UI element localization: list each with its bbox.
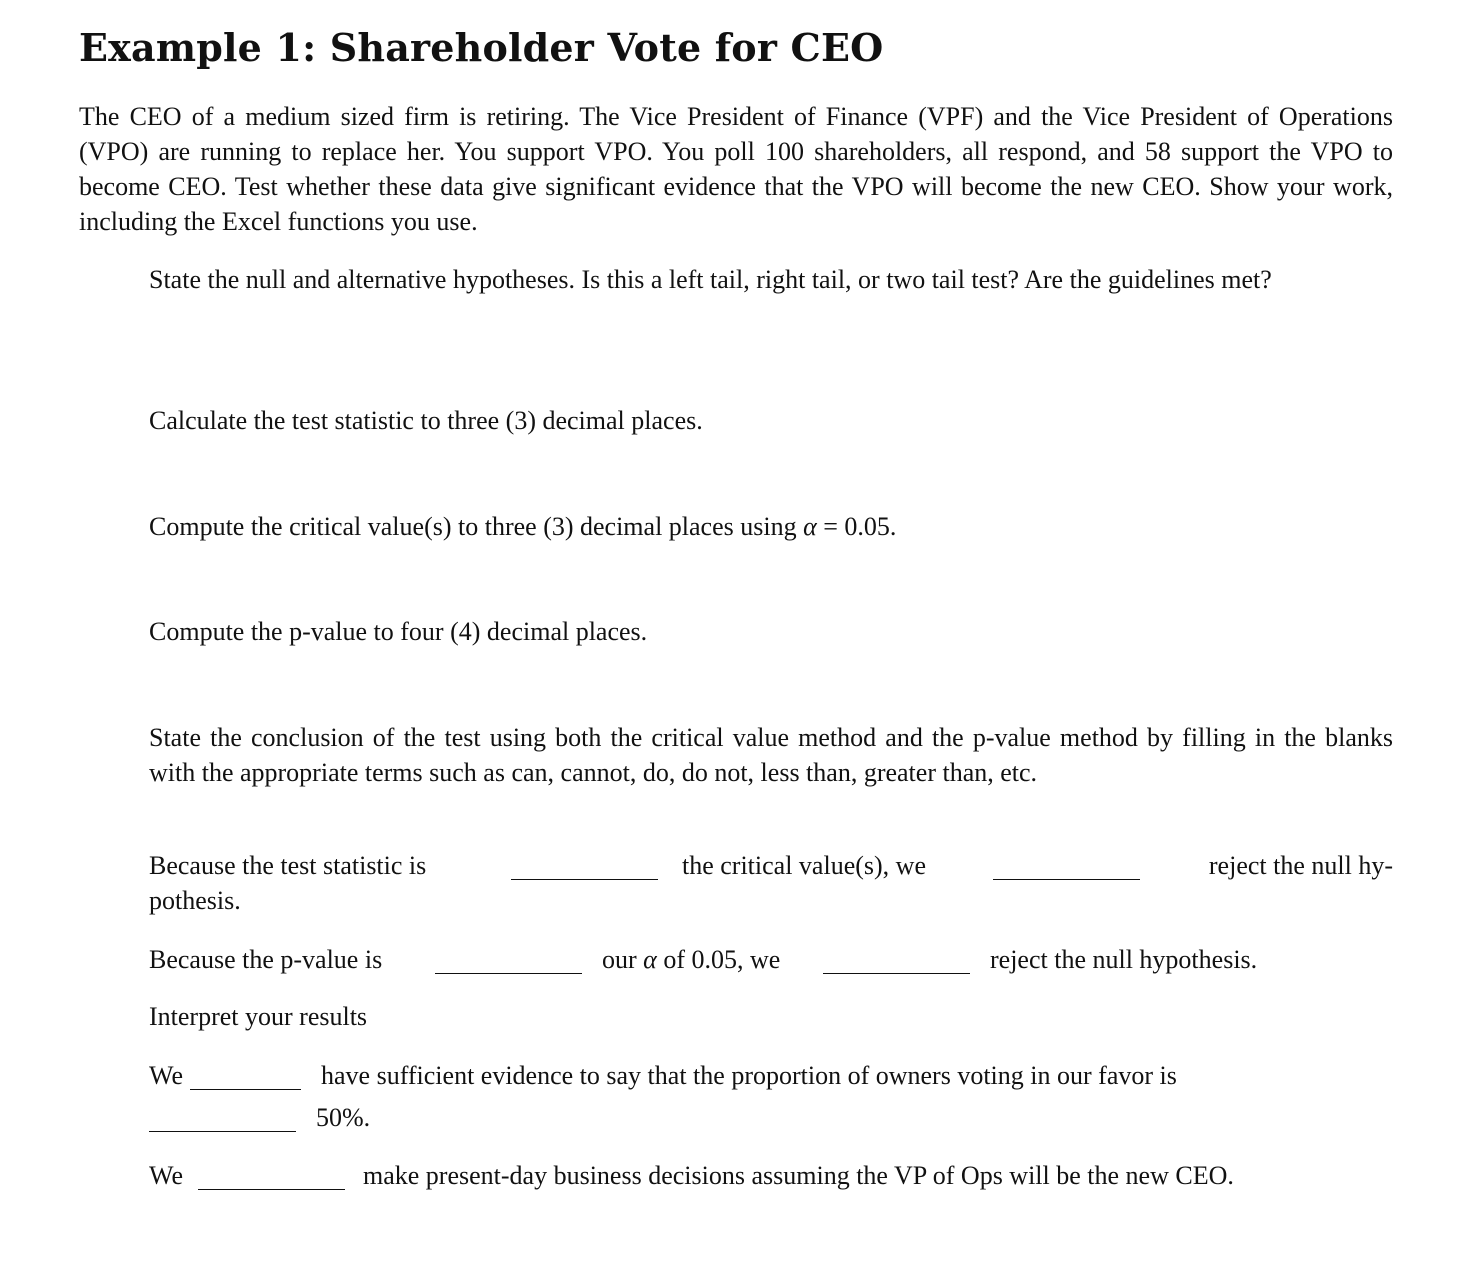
interpretation-text: 50%. — [316, 1103, 371, 1132]
blank-decision-1[interactable] — [993, 879, 1140, 880]
problem-statement: The CEO of a medium sized firm is retiring. The Vice President of Finance (VPF) and the Vice President of Operations (VPO) are running to replace her. You support VPO. You poll 100 shareholders, all respond, and 58 support the VPO to become CEO. Test whether these data give significant evidence that the VPO will become the new CEO. Show your work, including the Excel functions you use. — [79, 102, 1393, 236]
blank-comparison-1[interactable] — [511, 879, 658, 880]
question-text: Compute the p-value to four (4) decimal places. — [149, 617, 648, 646]
blank-proportion-comparison[interactable] — [149, 1131, 296, 1132]
blank-comparison-2[interactable] — [435, 973, 582, 974]
question-text: State the conclusion of the test using both the critical value method and the p-value method by filling in the blanks with the appropriate terms such as can, cannot, do, do not, less than, greater than, etc. — [149, 723, 1393, 787]
critical-value-conclusion — [0, 848, 1475, 883]
interpretation-sentence-1 — [0, 1058, 1475, 1093]
conclusion-text: reject the null hypothesis. — [990, 945, 1258, 974]
alpha-symbol: α — [643, 945, 657, 974]
conclusion-text: Because the test statistic is — [149, 851, 427, 880]
question-text: State the null and alternative hypotheses. Is this a left tail, right tail, or two tail test? Are the guidelines met? — [149, 265, 1272, 294]
p-value-conclusion — [0, 942, 1475, 977]
interpretation-text: make present-day business decisions assuming the VP of Ops will be the new CEO. — [363, 1161, 1234, 1190]
conclusion-text: reject the null hy- — [1208, 851, 1393, 880]
blank-evidence[interactable] — [190, 1089, 301, 1090]
interpretation-text: have sufficient evidence to say that the proportion of owners voting in our favor is — [321, 1061, 1177, 1090]
alpha-symbol: α — [803, 512, 817, 541]
interpretation-sentence-1-continued — [0, 1100, 1475, 1135]
interpretation-text: We — [149, 1161, 183, 1190]
conclusion-text: Because the p-value is — [149, 945, 383, 974]
question-text-part: Compute the critical value(s) to three (3) decimal places using — [149, 512, 804, 541]
blank-decision-2[interactable] — [823, 973, 970, 974]
conclusion-text-part: of 0.05, we — [656, 945, 781, 974]
interpretation-sentence-2 — [0, 1158, 1475, 1193]
question-text — [149, 509, 1393, 544]
critical-value-conclusion-continued: pothesis. — [149, 886, 241, 915]
conclusion-text: the critical value(s), we — [682, 851, 926, 880]
question-text-part: = 0.05. — [816, 512, 897, 541]
page-title: Example 1: Shareholder Vote for CEO — [79, 25, 884, 70]
blank-business-decision[interactable] — [198, 1189, 345, 1190]
conclusion-text-part: our — [602, 945, 644, 974]
conclusion-text — [602, 942, 780, 977]
question-text: Interpret your results — [149, 1002, 368, 1031]
interpretation-text: We — [149, 1061, 183, 1090]
question-text: Calculate the test statistic to three (3) decimal places. — [149, 406, 703, 435]
